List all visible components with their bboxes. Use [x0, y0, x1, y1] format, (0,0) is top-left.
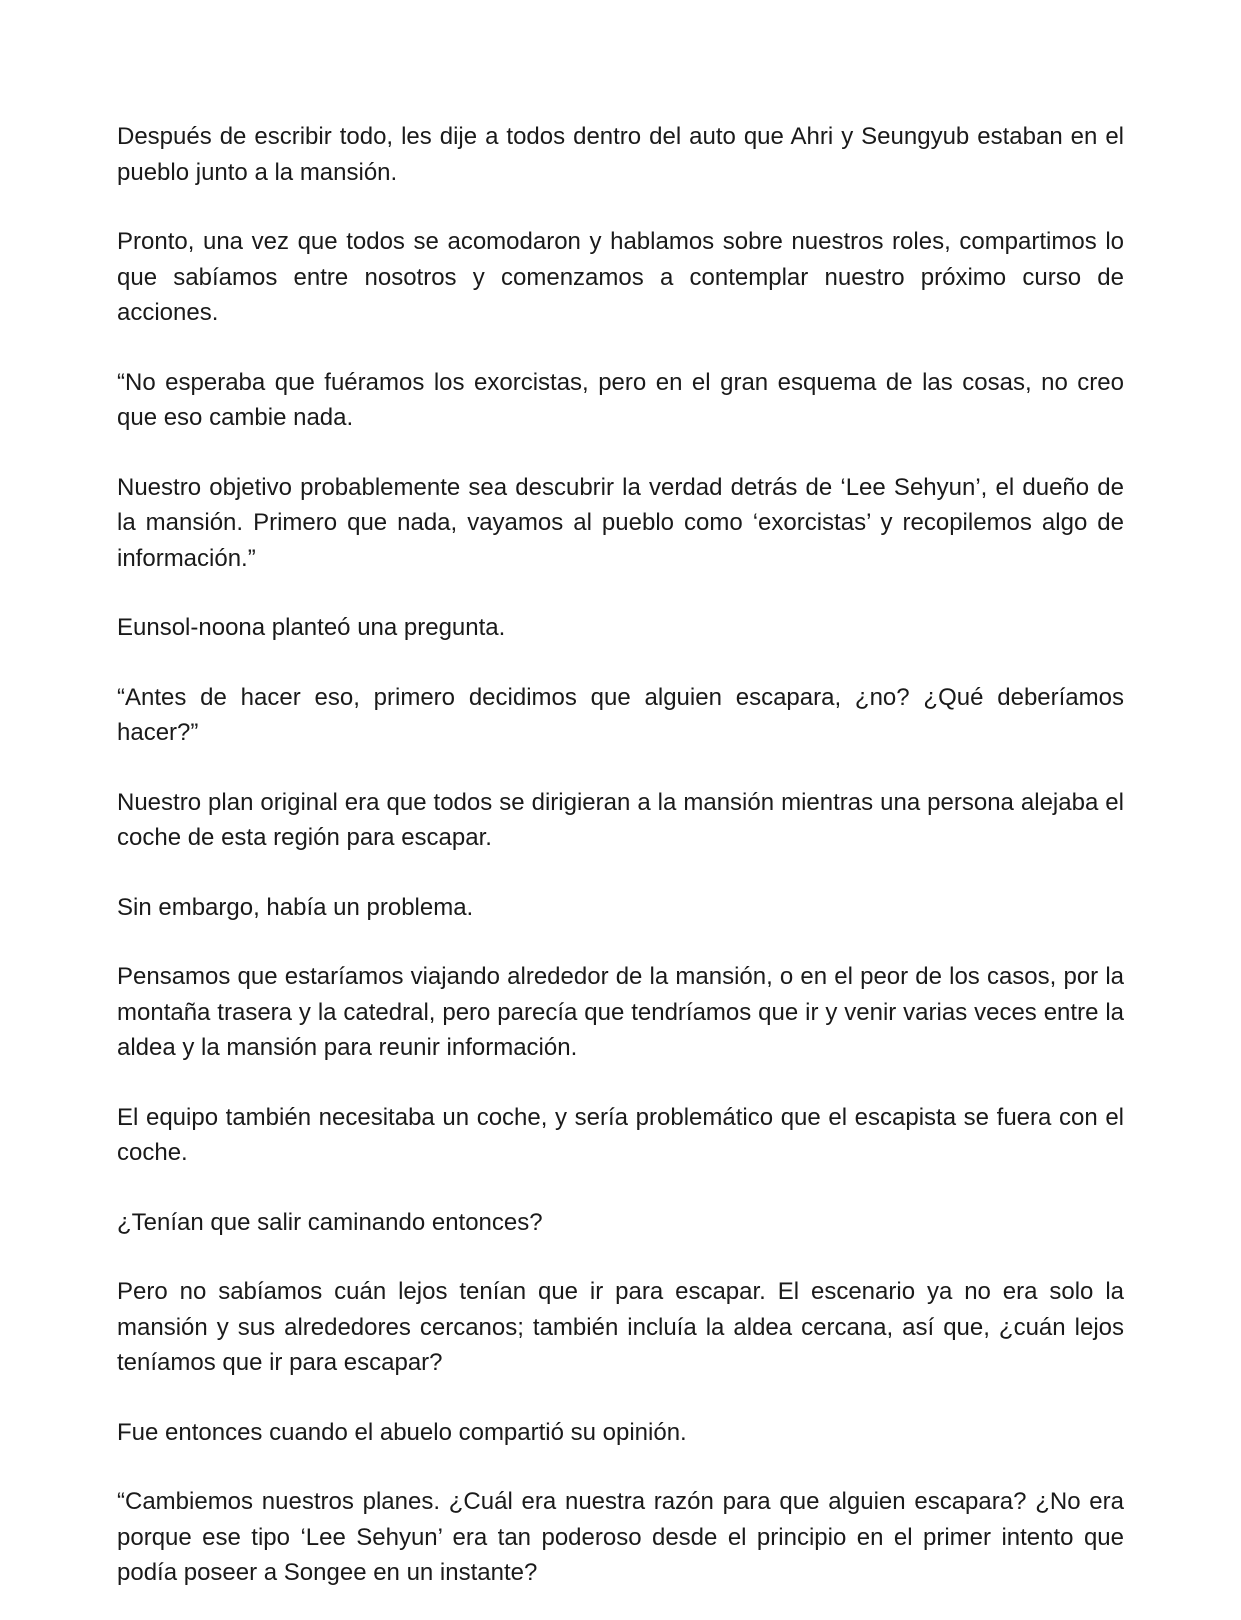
paragraph-10: El equipo también necesitaba un coche, y sería problemático que el escapista se fuera con el coche. — [117, 1103, 1124, 1166]
paragraph-9: Pensamos que estaríamos viajando alrededor de la mansión, o en el peor de los casos, por la montaña trasera y la catedral, pero parecía que tendríamos que ir y venir varias veces entre la aldea y la mansión para reunir información. — [117, 963, 1124, 1061]
paragraph-12: Pero no sabíamos cuán lejos tenían que ir para escapar. El escenario ya no era solo la mansión y sus alrededores cercanos; también incluía la aldea cercana, así que, ¿cuán lejos teníamos que ir para escapar? — [117, 1278, 1124, 1376]
paragraph-5: Eunsol-noona planteó una pregunta. — [117, 614, 506, 641]
paragraph-6: “Antes de hacer eso, primero decidimos que alguien escapara, ¿no? ¿Qué deberíamos hacer?” — [117, 683, 1124, 746]
paragraph-1: Después de escribir todo, les dije a todos dentro del auto que Ahri y Seungyub estaban en el pueblo junto a la mansión. — [117, 123, 1124, 186]
paragraph-7: Nuestro plan original era que todos se dirigieran a la mansión mientras una persona alejaba el coche de esta región para escapar. — [117, 788, 1124, 851]
paragraph-11: ¿Tenían que salir caminando entonces? — [117, 1208, 543, 1236]
paragraph-13: Fue entonces cuando el abuelo compartió su opinión. — [117, 1418, 687, 1446]
paragraph-3: “No esperaba que fuéramos los exorcistas, pero en el gran esquema de las cosas, no creo que eso cambie nada. — [117, 368, 1124, 431]
paragraph-8: Sin embargo, había un problema. — [117, 893, 474, 921]
paragraph-14: “Cambiemos nuestros planes. ¿Cuál era nuestra razón para que alguien escapara? ¿No era porque ese tipo ‘Lee Sehyun’ era tan poderoso desde el principio en el primer intento que podía poseer a Songee en un instante? — [117, 1488, 1124, 1586]
paragraph-4: Nuestro objetivo probablemente sea descubrir la verdad detrás de ‘Lee Sehyun’, el dueño de la mansión. Primero que nada, vayamos al pueblo como ‘exorcistas’ y recopilemos algo de información.” — [117, 473, 1124, 572]
document-body — [117, 119, 1124, 1591]
paragraph-2: Pronto, una vez que todos se acomodaron y hablamos sobre nuestros roles, compartimos lo que sabíamos entre nosotros y comenzamos a contemplar nuestro próximo curso de acciones. — [117, 228, 1124, 326]
